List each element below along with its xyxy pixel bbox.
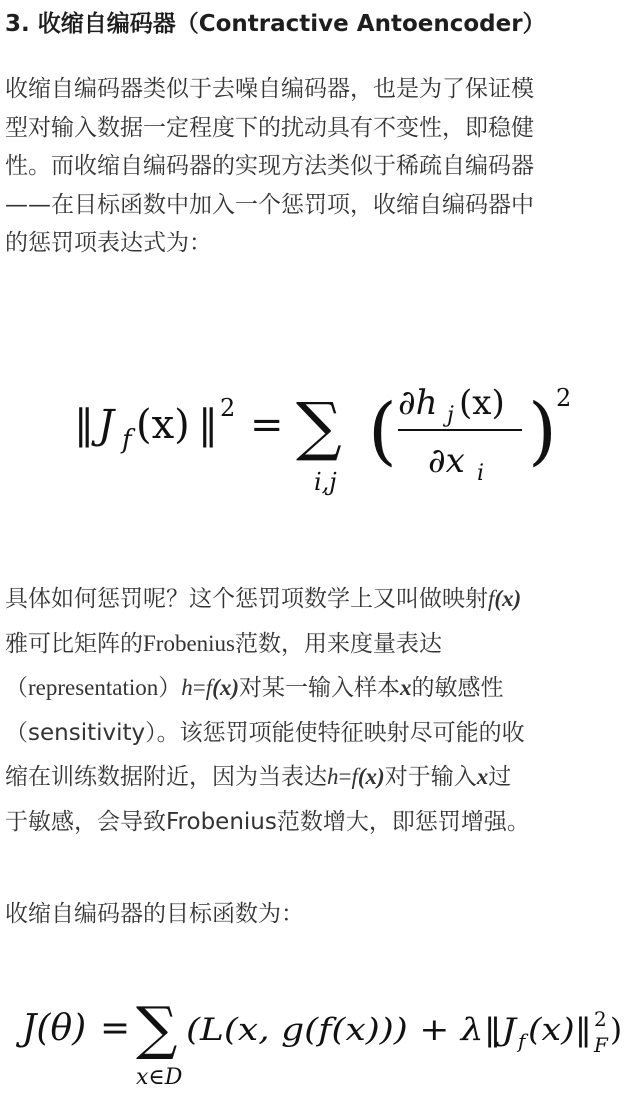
- formula-numerator-subscript: j: [447, 403, 454, 428]
- formula-paren-close: ): [528, 388, 557, 474]
- formula-numerator-arg: (x): [459, 383, 505, 423]
- objective-jacobian-arg: (x)‖: [528, 1012, 592, 1048]
- inline-math-x: (x): [212, 675, 239, 700]
- objective-lhs: J(θ): [22, 1008, 87, 1049]
- inline-term-frobenius: Frobenius: [143, 630, 235, 656]
- formula-sum-symbol: ∑: [296, 390, 342, 464]
- inline-text: 的敏感性: [411, 675, 504, 701]
- paragraph-objective: [5, 894, 637, 934]
- inline-math-x: (x): [494, 586, 522, 611]
- inline-math-x: x: [399, 675, 412, 700]
- paragraph-line: 收缩自编码器的目标函数为：: [5, 901, 304, 927]
- inline-text: 范数，用来度量表达: [235, 630, 442, 657]
- penalty-formula: [0, 352, 640, 512]
- paragraph-line: [5, 577, 637, 622]
- paragraph-line: 收缩自编码器类似于去噪自编码器，也是为了保证模: [5, 76, 534, 102]
- objective-equals: =: [100, 1008, 131, 1049]
- paragraph-line: 的惩罚项表达式为：: [5, 230, 212, 256]
- objective-subscript-f: F: [594, 1033, 608, 1057]
- objective-formula: [0, 990, 640, 1098]
- paragraph-line: [5, 622, 637, 667]
- paragraph-line: [5, 666, 637, 711]
- inline-math-f: f: [488, 586, 495, 611]
- objective-body: (L(x, g(f(x))) + λ‖J: [186, 1012, 518, 1048]
- inline-term-representation: （representation）: [5, 675, 182, 700]
- paragraph-line: 型对输入数据一定程度下的扰动具有不变性，即稳健: [5, 114, 534, 141]
- formula-rhs-exponent: 2: [556, 384, 572, 412]
- formula-jacobian-subscript: f: [122, 425, 132, 455]
- objective-formula-svg: [0, 990, 640, 1098]
- inline-math-x: x: [476, 764, 489, 789]
- formula-norm-open: ‖: [74, 402, 94, 448]
- paragraph-line: （sensitivity）。该惩罚项能使特征映射尽可能的收: [5, 719, 525, 746]
- paragraph-intro: [5, 70, 637, 263]
- inline-math-f: f: [205, 675, 213, 700]
- section-heading: 3. 收缩自编码器（Contractive Antoencoder）: [5, 11, 546, 37]
- inline-text: 对某一输入样本: [238, 675, 400, 701]
- inline-math-h: h: [327, 764, 339, 789]
- inline-text: 具体如何惩罚呢？这个惩罚项数学上又叫做映射: [5, 586, 488, 612]
- objective-jacobian-subscript: f: [518, 1029, 526, 1053]
- paragraph-explanation: [5, 577, 637, 844]
- paragraph-line: 于敏感，会导致Frobenius范数增大，即惩罚增强。: [5, 808, 530, 835]
- inline-math-h: h: [181, 675, 193, 700]
- penalty-formula-svg: [0, 352, 640, 512]
- formula-jacobian-arg: (x): [136, 402, 190, 448]
- formula-denominator: ∂x: [428, 441, 465, 481]
- formula-paren-open: (: [368, 388, 397, 474]
- inline-math-x: (x): [357, 764, 385, 789]
- paragraph-line: ——在目标函数中加入一个惩罚项，收缩自编码器中: [5, 191, 534, 218]
- formula-numerator: ∂h: [398, 383, 438, 423]
- inline-text: 过: [488, 764, 512, 790]
- formula-denominator-subscript: i: [477, 461, 485, 486]
- inline-math-eq: =: [338, 764, 352, 789]
- inline-text: 对于输入: [384, 764, 477, 790]
- paragraph-line: [5, 755, 637, 800]
- formula-lhs-exponent: 2: [220, 394, 236, 422]
- paragraph-line: 性。而收缩自编码器的实现方法类似于稀疏自编码器: [5, 153, 534, 179]
- objective-sum-symbol: ∑: [136, 994, 178, 1062]
- formula-equals: =: [250, 402, 284, 448]
- formula-sum-subscript: i,j: [314, 468, 337, 496]
- inline-math-f: f: [351, 764, 358, 789]
- formula-norm-close: ‖: [198, 402, 218, 448]
- formula-jacobian-symbol: J: [98, 402, 115, 448]
- objective-sum-subscript: x∈D: [136, 1065, 183, 1090]
- objective-superscript: 2: [594, 1007, 607, 1031]
- inline-text: 雅可比矩阵的: [5, 630, 143, 657]
- objective-close-paren: ): [610, 1012, 623, 1048]
- inline-math-eq: =: [192, 675, 206, 700]
- inline-text: 缩在训练数据附近，因为当表达: [5, 764, 327, 790]
